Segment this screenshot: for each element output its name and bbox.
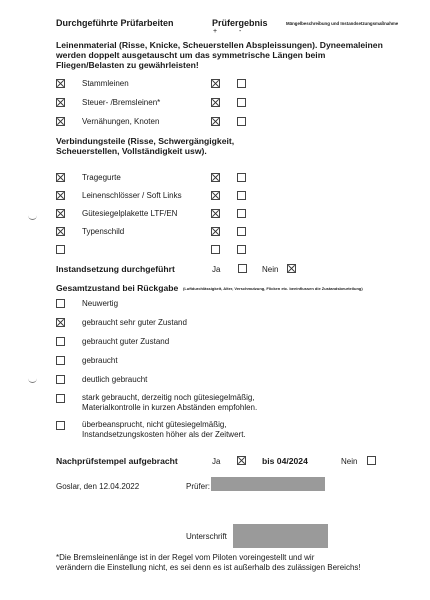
pruefer-redacted-field [211, 477, 325, 491]
gesamt-4-label: deutlich gebraucht [82, 375, 148, 384]
gesamt-4-checkbox[interactable] [56, 375, 65, 384]
leinen-1-minus-checkbox[interactable] [237, 98, 246, 107]
footnote-line2: verändern die Einstellung nicht, es sei denn es ist außerhalb des zulässigen Bereichs! [56, 563, 361, 572]
verbindung-4-checkbox[interactable] [56, 245, 65, 254]
header-pruefergebnis: Prüfergebnis [212, 18, 268, 28]
gesamt-6-checkbox[interactable] [56, 421, 65, 430]
verbindung-0-checkbox[interactable] [56, 173, 65, 182]
verbindung-3-label: Typenschild [82, 227, 125, 236]
header-minus: - [239, 28, 242, 35]
verbindung-1-minus-checkbox[interactable] [237, 191, 246, 200]
stempel-nein-checkbox[interactable] [367, 456, 376, 465]
verbindung-2-label: Gütesiegelplakette LTF/EN [82, 209, 178, 218]
verbindung-1-label: Leinenschlösser / Soft Links [82, 191, 182, 200]
leinen-1-checkbox[interactable] [56, 98, 65, 107]
gesamt-heading: Gesamtzustand bei Rückgabe [56, 283, 179, 293]
verbindung-2-checkbox[interactable] [56, 209, 65, 218]
verbindung-heading: Verbindungsteile (Risse, Schwergängigkeit, Scheuerstellen, Vollständigkeit usw). [56, 136, 235, 157]
leinen-0-minus-checkbox[interactable] [237, 79, 246, 88]
leinen-heading: Leinenmaterial (Risse, Knicke, Scheuerstellen Abspleissungen). Dyneemaleinen werden doppelt ausgetauscht um das symmetrische Längen beim Fliegen/Belasten zu gewährleisten! [56, 40, 383, 71]
verbindung-0-plus-checkbox[interactable] [211, 173, 220, 182]
verbindung-0-label: Tragegurte [82, 173, 121, 182]
pruefer-label: Prüfer: [186, 482, 211, 491]
leinen-2-checkbox[interactable] [56, 117, 65, 126]
verbindung-2-minus-checkbox[interactable] [237, 209, 246, 218]
verbindung-1-checkbox[interactable] [56, 191, 65, 200]
stempel-ja-checkbox[interactable] [237, 456, 246, 465]
leinen-0-checkbox[interactable] [56, 79, 65, 88]
instandsetzung-ja-label: Ja [212, 265, 221, 274]
gesamt-5-checkbox[interactable] [56, 394, 65, 403]
header-pruefarbeiten: Durchgeführte Prüfarbeiten [56, 18, 174, 28]
verbindung-4-minus-checkbox[interactable] [237, 245, 246, 254]
verbindung-0-minus-checkbox[interactable] [237, 173, 246, 182]
punch-hole-mark [28, 214, 37, 220]
gesamt-3-label: gebraucht [82, 356, 118, 365]
place-date: Goslar, den 12.04.2022 [56, 482, 140, 491]
verbindung-1-plus-checkbox[interactable] [211, 191, 220, 200]
leinen-1-label: Steuer- /Bremsleinen* [82, 98, 161, 107]
leinen-0-plus-checkbox[interactable] [211, 79, 220, 88]
footnote-line1: *Die Bremsleinenlänge ist in der Regel vom Piloten voreingestellt und wir [56, 553, 315, 562]
unterschrift-label: Unterschrift [186, 532, 227, 541]
verbindung-3-plus-checkbox[interactable] [211, 227, 220, 236]
gesamt-1-checkbox[interactable] [56, 318, 65, 327]
gesamt-6-label-line2: Instandsetzungskosten höher als der Zeitwert. [82, 430, 246, 439]
gesamt-5-label: stark gebraucht, derzeitig noch gütesiegelmäßig, [82, 393, 255, 402]
gesamt-2-label: gebraucht guter Zustand [82, 337, 170, 346]
punch-hole-mark [28, 377, 37, 383]
instandsetzung-ja-checkbox[interactable] [238, 264, 247, 273]
stempel-ja-label: Ja [212, 457, 221, 466]
gesamt-1-label: gebraucht sehr guter Zustand [82, 318, 187, 327]
gesamt-6-label: überbeansprucht, nicht gütesiegelmäßig, [82, 420, 227, 429]
leinen-2-plus-checkbox[interactable] [211, 117, 220, 126]
instandsetzung-nein-checkbox[interactable] [287, 264, 296, 273]
leinen-2-minus-checkbox[interactable] [237, 117, 246, 126]
gesamt-0-label: Neuwertig [82, 299, 119, 308]
stempel-label: Nachprüfstempel aufgebracht [56, 456, 178, 466]
header-maengel: Mängelbeschreibung und Instandsetzungsmaßnahme [286, 21, 399, 26]
instandsetzung-label: Instandsetzung durchgeführt [56, 264, 175, 274]
gesamt-0-checkbox[interactable] [56, 299, 65, 308]
leinen-1-plus-checkbox[interactable] [211, 98, 220, 107]
leinen-2-label: Vernähungen, Knoten [82, 117, 160, 126]
header-plus: + [213, 28, 218, 35]
stempel-nein-label: Nein [341, 457, 358, 466]
instandsetzung-nein-label: Nein [262, 265, 279, 274]
leinen-0-label: Stammleinen [82, 79, 129, 88]
gesamt-note: (Luftdurchlässigkeit, Alter, Verschmutzung, Flicken etc. beeinflussen die Zustandsbeurteilung) [183, 286, 363, 291]
verbindung-2-plus-checkbox[interactable] [211, 209, 220, 218]
verbindung-4-plus-checkbox[interactable] [211, 245, 220, 254]
verbindung-3-minus-checkbox[interactable] [237, 227, 246, 236]
gesamt-2-checkbox[interactable] [56, 337, 65, 346]
verbindung-3-checkbox[interactable] [56, 227, 65, 236]
gesamt-3-checkbox[interactable] [56, 356, 65, 365]
unterschrift-redacted-field [233, 524, 328, 548]
stempel-until: bis 04/2024 [262, 456, 308, 466]
gesamt-5-label-line2: Materialkontrolle in kurzen Abständen empfohlen. [82, 403, 258, 412]
